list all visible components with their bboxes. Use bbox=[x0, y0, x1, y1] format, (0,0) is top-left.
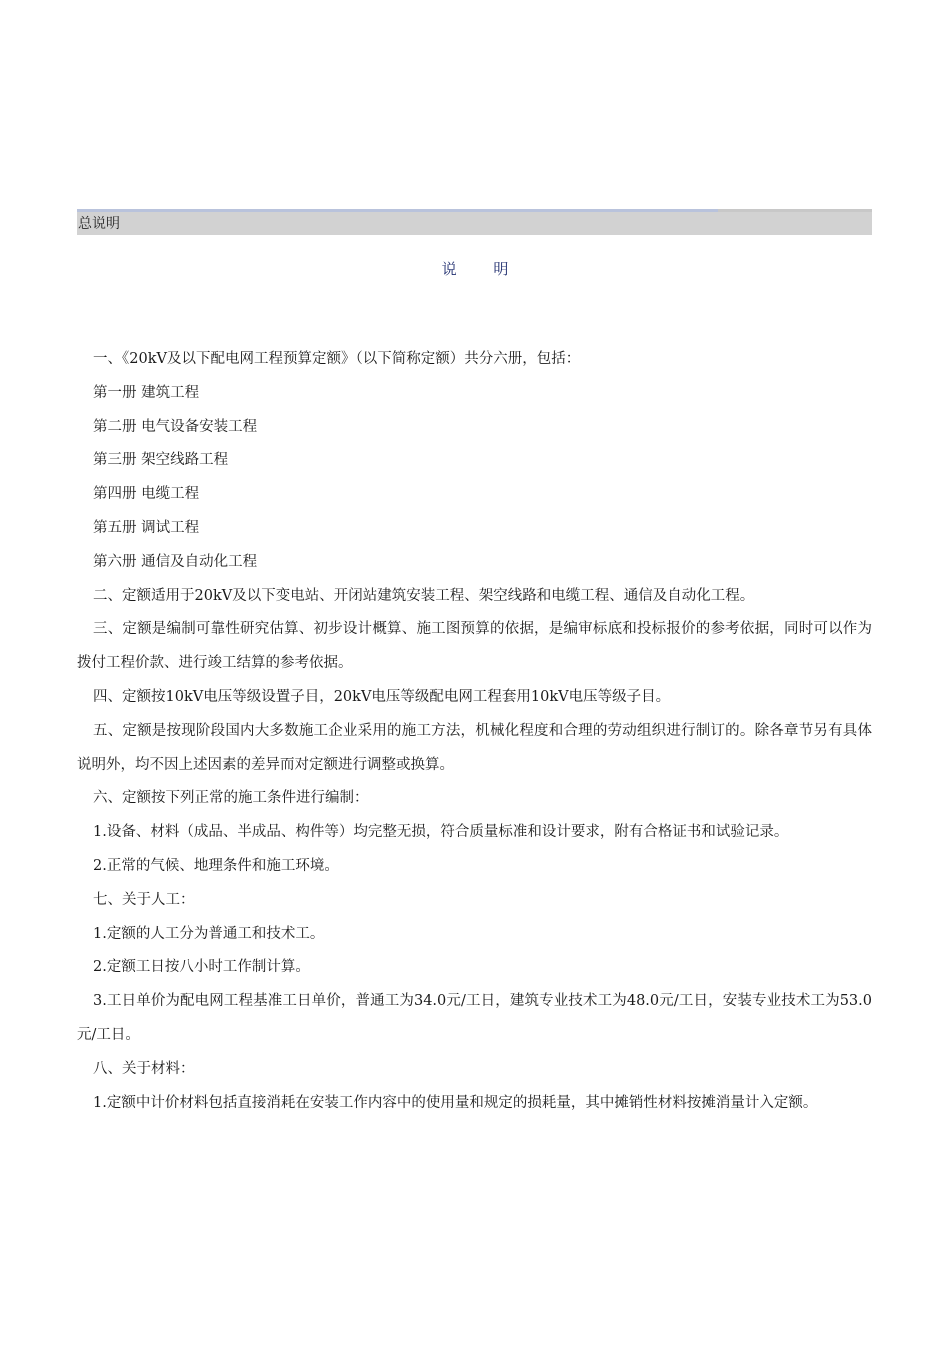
section-header-bar bbox=[77, 209, 872, 235]
paragraph: 二、定额适用于20kV及以下变电站、开闭站建筑安装工程、架空线路和电缆工程、通信及自动化工程。 bbox=[93, 587, 755, 604]
paragraph: 3.工日单价为配电网工程基准工日单价，普通工为34.0元/工日，建筑专业技术工为48.0元/工日，安装专业技术工为53.0元/工日。 bbox=[77, 993, 872, 1043]
paragraph: 2.正常的气候、地理条件和施工环境。 bbox=[93, 857, 339, 874]
paragraph: 第六册 通信及自动化工程 bbox=[93, 553, 258, 570]
paragraph: 第四册 电缆工程 bbox=[93, 486, 200, 503]
document-body bbox=[77, 343, 872, 1120]
paragraph: 六、定额按下列正常的施工条件进行编制： bbox=[93, 790, 369, 807]
paragraph: 八、关于材料： bbox=[93, 1060, 195, 1077]
document-heading: 说 明 bbox=[441, 260, 525, 278]
paragraph: 第二册 电气设备安装工程 bbox=[93, 418, 258, 435]
header-accent-line bbox=[718, 209, 872, 212]
paragraph: 1.设备、材料（成品、半成品、构件等）均完整无损，符合质量标准和设计要求，附有合格证书和试验记录。 bbox=[93, 824, 789, 841]
paragraph: 第一册 建筑工程 bbox=[93, 384, 200, 401]
section-title: 总说明 bbox=[78, 216, 120, 232]
paragraph: 一、《20kV及以下配电网工程预算定额》（以下简称定额）共分六册，包括： bbox=[93, 351, 581, 367]
paragraph: 第五册 调试工程 bbox=[93, 519, 200, 536]
paragraph: 1.定额的人工分为普通工和技术工。 bbox=[93, 925, 325, 942]
paragraph: 三、定额是编制可靠性研究估算、初步设计概算、施工图预算的依据，是编审标底和投标报价的参考依据，同时可以作为拨付工程价款、进行竣工结算的参考依据。 bbox=[77, 621, 872, 672]
paragraph: 五、定额是按现阶段国内大多数施工企业采用的施工方法，机械化程度和合理的劳动组织进行制订的。除各章节另有具体说明外，均不因上述因素的差异而对定额进行调整或换算。 bbox=[77, 722, 872, 773]
paragraph: 2.定额工日按八小时工作制计算。 bbox=[93, 959, 310, 976]
paragraph: 1.定额中计价材料包括直接消耗在安装工作内容中的使用量和规定的损耗量，其中摊销性材料按摊消量计入定额。 bbox=[93, 1094, 818, 1111]
paragraph: 四、定额按10kV电压等级设置子目，20kV电压等级配电网工程套用10kV电压等级子目。 bbox=[93, 688, 671, 705]
paragraph: 七、关于人工： bbox=[93, 891, 195, 908]
paragraph: 第三册 架空线路工程 bbox=[93, 452, 229, 469]
